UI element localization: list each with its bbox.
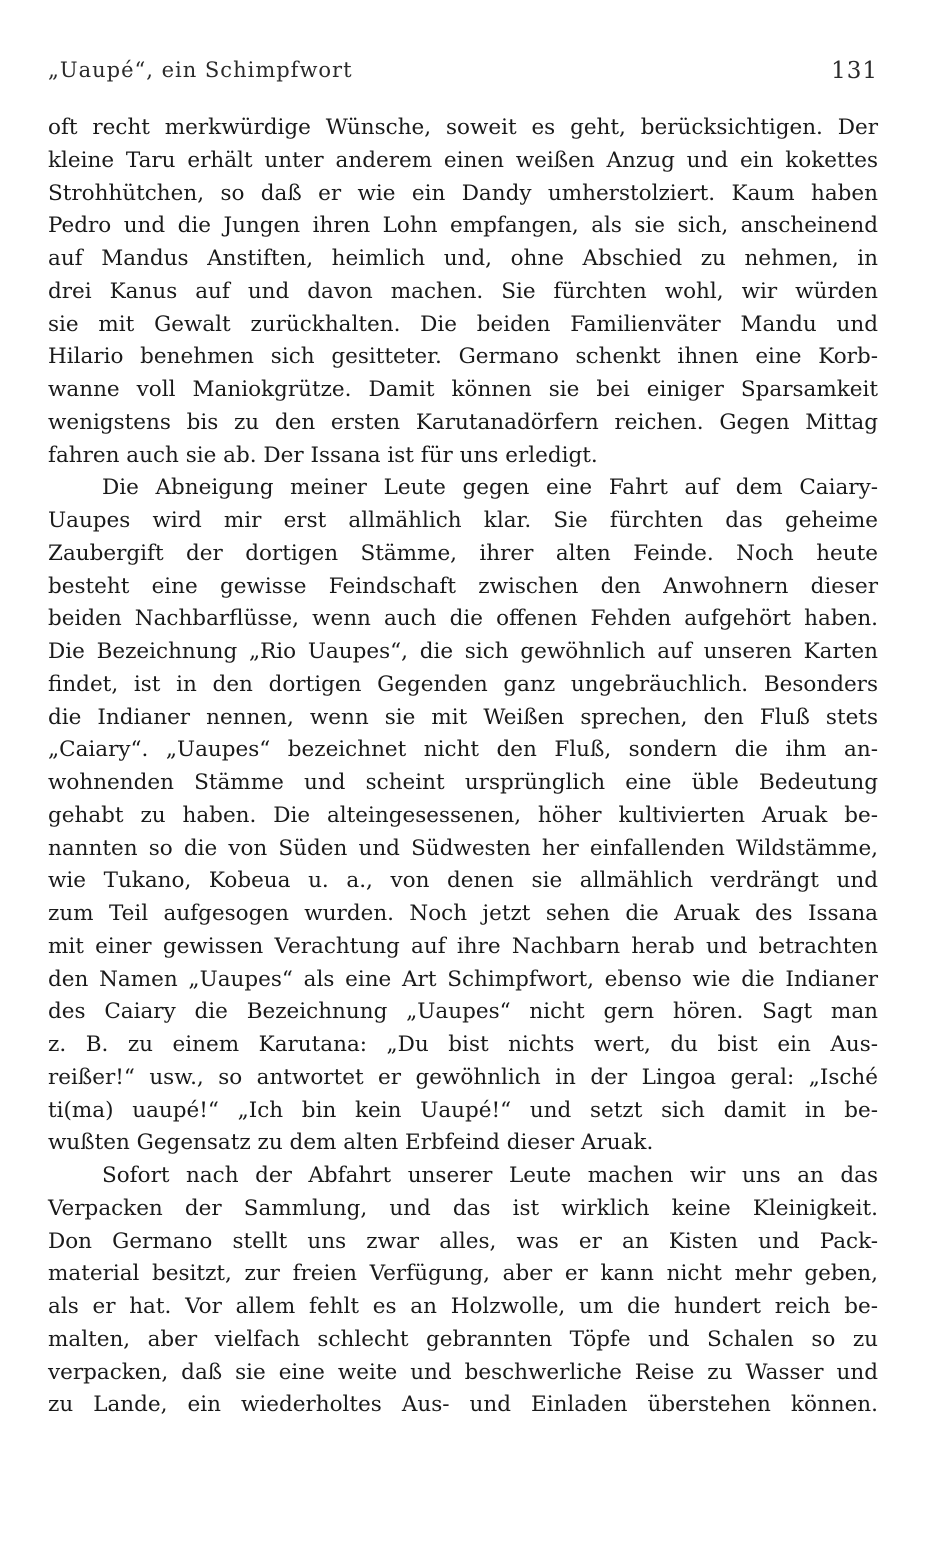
text-line: die Indianer nennen, wenn sie mit Weißen sprechen, den Fluß stets [48, 704, 878, 730]
text-line: Die Bezeichnung „Rio Uaupes“, die sich gewöhnlich auf unseren Karten [48, 639, 878, 664]
text-line: Hilario benehmen sich gesitteter. Germano schenkt ihnen eine Korb- [48, 344, 878, 370]
text-line: wanne voll Maniokgrütze. Damit können sie bei einiger Sparsamkeit [48, 377, 878, 402]
text-line: zum Teil aufgesogen wurden. Noch jetzt sehen die Aruak des Issana [48, 901, 878, 926]
text-line: ti(ma) uaupé!“ „Ich bin kein Uaupé!“ und setzt sich damit in be- [48, 1097, 878, 1123]
page-number: 131 [831, 58, 878, 84]
text-line: malten, aber vielfach schlecht gebrannten Töpfe und Schalen so zu [48, 1326, 878, 1352]
text-line: oft recht merkwürdige Wünsche, soweit es geht, berücksichtigen. Der [48, 115, 878, 140]
text-line: drei Kanus auf und davon machen. Sie fürchten wohl, wir würden [48, 278, 878, 304]
text-line: gehabt zu haben. Die alteingesessenen, höher kultivierten Aruak be- [48, 802, 878, 828]
text-line: nannten so die von Süden und Südwesten her einfallenden Wildstämme, [48, 835, 878, 861]
text-line: „Caiary“. „Uaupes“ bezeichnet nicht den Fluß, sondern die ihm an- [48, 737, 878, 763]
running-title: „Uaupé“, ein Schimpfwort [48, 58, 353, 82]
text-line: kleine Taru erhält unter anderem einen weißen Anzug und ein kokettes [48, 147, 878, 173]
text-line: auf Mandus Anstiften, heimlich und, ohne Abschied zu nehmen, in [48, 246, 878, 271]
text-line: z. B. zu einem Karutana: „Du bist nichts wert, du bist ein Aus- [48, 1032, 878, 1057]
text-line: Strohhütchen, so daß er wie ein Dandy umherstolziert. Kaum haben [48, 180, 878, 206]
text-line: besteht eine gewisse Feindschaft zwischen den Anwohnern dieser [48, 573, 878, 599]
text-line: fahren auch sie ab. Der Issana ist für uns erledigt. [48, 442, 598, 468]
text-line: Don Germano stellt uns zwar alles, was er an Kisten und Pack- [48, 1228, 878, 1254]
text-line: Verpacken der Sammlung, und das ist wirklich keine Kleinigkeit. [48, 1195, 878, 1221]
text-line: Zaubergift der dortigen Stämme, ihrer alten Feinde. Noch heute [48, 540, 878, 566]
text-line: material besitzt, zur freien Verfügung, aber er kann nicht mehr geben, [48, 1261, 878, 1287]
text-line: findet, ist in den dortigen Gegenden ganz ungebräuchlich. Besonders [48, 671, 878, 697]
text-line: Pedro und die Jungen ihren Lohn empfangen, als sie sich, anscheinend [48, 213, 878, 239]
text-line: sie mit Gewalt zurückhalten. Die beiden Familienväter Mandu und [48, 311, 878, 337]
text-line: wie Tukano, Kobeua u. a., von denen sie allmählich verdrängt und [48, 868, 878, 894]
text-line: verpacken, daß sie eine weite und beschwerliche Reise zu Wasser und [48, 1359, 878, 1385]
text-line: Die Abneigung meiner Leute gegen eine Fahrt auf dem Caiary- [102, 475, 878, 501]
text-line: Sofort nach der Abfahrt unserer Leute machen wir uns an das [102, 1163, 878, 1188]
text-line: reißer!“ usw., so antwortet er gewöhnlich in der Lingoa geral: „Isché [48, 1064, 878, 1090]
text-line: beiden Nachbarflüsse, wenn auch die offenen Fehden aufgehört haben. [48, 606, 878, 632]
body-text [48, 112, 878, 1422]
text-line: den Namen „Uaupes“ als eine Art Schimpfwort, ebenso wie die Indianer [48, 966, 878, 992]
text-line: zu Lande, ein wiederholtes Aus- und Einladen überstehen können. [48, 1392, 878, 1418]
text-line: wohnenden Stämme und scheint ursprünglich eine üble Bedeutung [48, 770, 878, 795]
text-line: als er hat. Vor allem fehlt es an Holzwolle, um die hundert reich be- [48, 1294, 878, 1319]
text-line: wenigstens bis zu den ersten Karutanadörfern reichen. Gegen Mittag [48, 409, 878, 435]
text-line: Uaupes wird mir erst allmählich klar. Sie fürchten das geheime [48, 508, 878, 533]
text-line: wußten Gegensatz zu dem alten Erbfeind dieser Aruak. [48, 1130, 654, 1156]
text-line: mit einer gewissen Verachtung auf ihre Nachbarn herab und betrachten [48, 933, 878, 959]
text-line: des Caiary die Bezeichnung „Uaupes“ nicht gern hören. Sagt man [48, 999, 878, 1025]
